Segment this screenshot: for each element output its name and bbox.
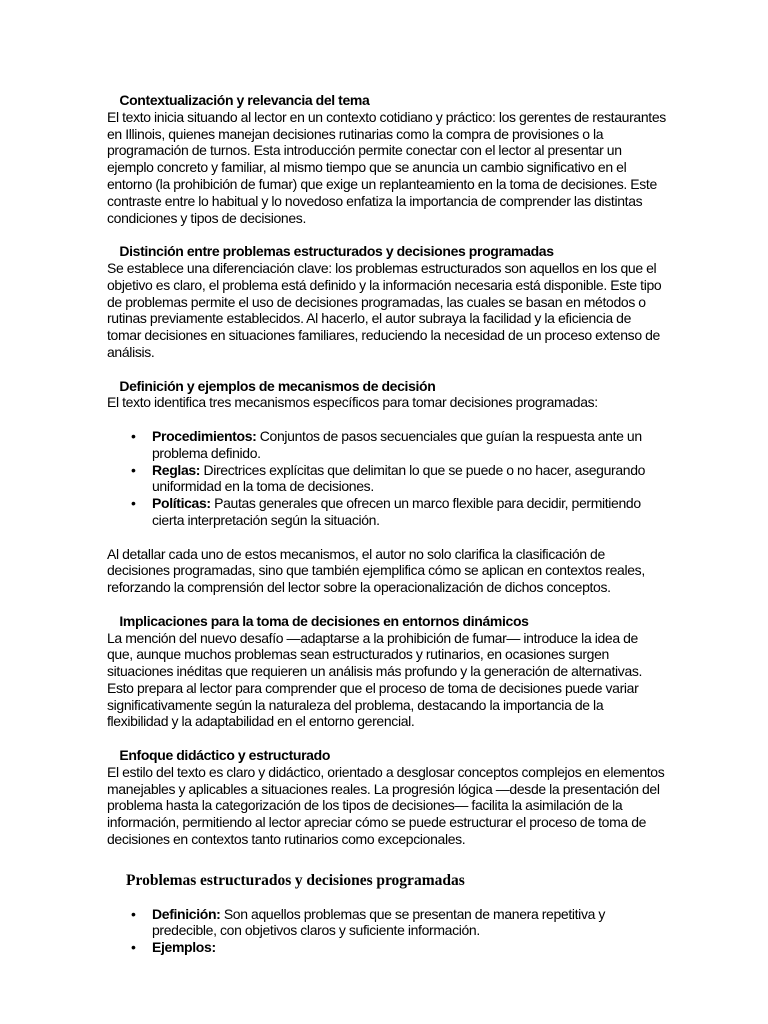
bullet-icon: • xyxy=(131,495,136,512)
bullet-icon: • xyxy=(131,461,136,478)
section-heading xyxy=(107,92,667,109)
list-item xyxy=(131,427,667,462)
list-item-text: Directrices explícitas que delimitan lo que se puede o no hacer, asegurando uniformidad en la toma de decisiones. xyxy=(152,461,646,495)
section-heading xyxy=(107,613,667,630)
list-item-term: Reglas: xyxy=(152,461,201,478)
heading-text: Enfoque didáctico y estructurado xyxy=(119,747,331,764)
section-approach xyxy=(107,747,667,848)
section-context xyxy=(107,92,667,226)
list-item xyxy=(131,461,667,496)
list-item-term: Ejemplos: xyxy=(152,939,216,956)
list-item-term: Políticas: xyxy=(152,495,211,512)
section-paragraph-after: Al detallar cada uno de estos mecanismos, el autor no solo clarifica la clasificación de decisiones programadas, sino que también ejemplifica cómo se aplican en contextos reales, reforzando la comprensión del lector sobre la operacionalización de dichos conceptos. xyxy=(107,545,645,596)
list-item-text: Son aquellos problemas que se presentan de manera repetitiva y predecible, con objetivos claros y suficiente información. xyxy=(152,905,606,939)
section-mechanisms xyxy=(107,378,667,596)
heading-text: Distinción entre problemas estructurados y decisiones programadas xyxy=(119,243,554,260)
section-paragraph: El estilo del texto es claro y didáctico, orientado a desglosar conceptos complejos en elementos manejables y aplicables a situaciones reales. La progresión lógica —desde la presentación del problema hasta la categorización de los tipos de decisiones— facilita la asimilación de la información, permitiendo al lector apreciar cómo se puede estructurar el proceso de toma de decisiones en contextos tanto rutinarios como excepcionales. xyxy=(107,763,665,848)
section-implications xyxy=(107,613,667,731)
heading-text: Contextualización y relevancia del tema xyxy=(119,92,370,108)
bullet-icon: • xyxy=(131,427,136,444)
heading-text: Implicaciones para la toma de decisiones en entornos dinámicos xyxy=(119,612,529,629)
bullet-icon: • xyxy=(131,905,136,922)
section-paragraph: Se establece una diferenciación clave: los problemas estructurados son aquellos en los que el objetivo es claro, el problema está definido y la información necesaria está disponible. Este tipo de problemas permite el uso de decisiones programadas, las cuales se basan en métodos o rutinas previamente establecidos. Al hacerlo, el autor subraya la facilidad y la eficiencia de tomar decisiones en situaciones familiares, reduciendo la necesidad de un proceso extenso de análisis. xyxy=(107,259,662,360)
section-heading xyxy=(107,378,667,395)
list-item xyxy=(131,495,667,529)
heading-text: Definición y ejemplos de mecanismos de decisión xyxy=(119,377,436,394)
subsection-title: Problemas estructurados y decisiones programadas xyxy=(126,871,465,889)
section-paragraph: La mención del nuevo desafío —adaptarse a la prohibición de fumar— introduce la idea de que, aunque muchos problemas sean estructurados y rutinarios, en ocasiones surgen situaciones inéditas que requieren un análisis más profundo y la generación de alternativas. Esto prepara al lector para comprender que el proceso de toma de decisiones puede variar significativamente según la naturaleza del problema, destacando la importancia de la flexibilidad y la adaptabilidad en el entorno gerencial. xyxy=(107,629,643,730)
section-heading xyxy=(107,747,667,764)
section-distinction xyxy=(107,243,667,361)
list-item-term: Procedimientos: xyxy=(152,427,257,444)
bullet-icon: • xyxy=(131,939,136,956)
list-item-text: Pautas generales que ofrecen un marco flexible para decidir, permitiendo cierta interpretación según la situación. xyxy=(152,495,641,528)
list-item xyxy=(131,939,667,956)
list-item xyxy=(131,905,667,940)
subsection-list xyxy=(107,906,667,956)
mechanisms-list xyxy=(107,428,667,529)
list-item-text: Conjuntos de pasos secuenciales que guían la respuesta ante un problema definido. xyxy=(152,427,642,461)
section-paragraph: El texto identifica tres mecanismos específicos para tomar decisiones programadas: xyxy=(107,394,598,411)
section-heading xyxy=(107,243,667,260)
list-item-term: Definición: xyxy=(152,905,221,922)
document-body xyxy=(107,92,667,956)
section-paragraph: El texto inicia situando al lector en un contexto cotidiano y práctico: los gerentes de restaurantes en Illinois, quienes manejan decisiones rutinarias como la compra de provisiones o la programación de turnos. Esta introducción permite conectar con el lector al presentar un ejemplo concreto y familiar, al mismo tiempo que se anuncia un cambio significativo en el entorno (la prohibición de fumar) que exige un replanteamiento en la toma de decisiones. Este contraste entre lo habitual y lo novedoso enfatiza la importancia de comprender las distintas condiciones y tipos de decisiones. xyxy=(107,108,666,226)
